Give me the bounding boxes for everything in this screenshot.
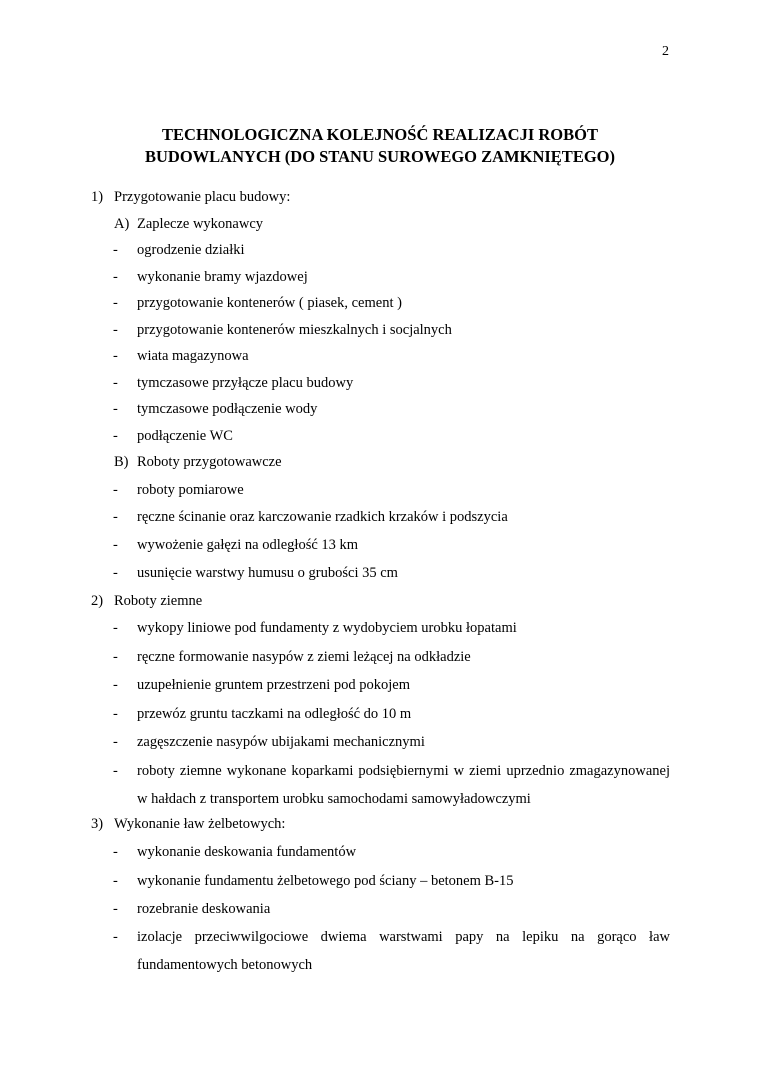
bullet-dash: - [113, 482, 118, 498]
list-item: rozebranie deskowania [137, 901, 271, 917]
subsection-heading: Roboty przygotowawcze [137, 454, 282, 470]
list-item: ręczne ścinanie oraz karczowanie rzadkich krzaków i podszycia [137, 509, 508, 525]
list-item: wywożenie gałęzi na odległość 13 km [137, 537, 359, 553]
list-item: ogrodzenie działki [137, 242, 245, 258]
page-title [90, 124, 670, 168]
bullet-dash: - [113, 269, 118, 285]
bullet-dash: - [113, 763, 118, 779]
section-number: 1) [91, 189, 104, 205]
bullet-dash: - [113, 844, 118, 860]
bullet-dash: - [113, 375, 118, 391]
bullet-dash: - [113, 401, 118, 417]
bullet-dash: - [113, 929, 118, 945]
list-item: zagęszczenie nasypów ubijakami mechanicznymi [137, 734, 425, 750]
list-item: tymczasowe podłączenie wody [137, 401, 318, 417]
bullet-dash: - [113, 565, 118, 581]
subsection-letter: A) [114, 216, 130, 232]
subsection-heading: Zaplecze wykonawcy [137, 216, 264, 232]
section-heading: Roboty ziemne [114, 593, 203, 609]
section-number: 3) [91, 816, 104, 832]
bullet-dash: - [113, 706, 118, 722]
bullet-dash: - [113, 677, 118, 693]
bullet-dash: - [113, 428, 118, 444]
list-item: przygotowanie kontenerów mieszkalnych i socjalnych [137, 322, 452, 338]
page-number: 2 [662, 44, 669, 59]
bullet-dash: - [113, 873, 118, 889]
list-item: wykonanie fundamentu żelbetowego pod ściany – betonem B-15 [137, 873, 514, 889]
subsection-letter: B) [114, 454, 129, 470]
bullet-dash: - [113, 734, 118, 750]
bullet-dash: - [113, 295, 118, 311]
bullet-dash: - [113, 348, 118, 364]
bullet-dash: - [113, 649, 118, 665]
list-item: ręczne formowanie nasypów z ziemi leżącej na odkładzie [137, 649, 471, 665]
bullet-dash: - [113, 509, 118, 525]
bullet-dash: - [113, 242, 118, 258]
list-item: wiata magazynowa [137, 348, 249, 364]
bullet-dash: - [113, 537, 118, 553]
section-heading: Wykonanie ław żelbetowych: [114, 816, 286, 832]
list-item: wykonanie deskowania fundamentów [137, 844, 357, 860]
list-item: wykopy liniowe pod fundamenty z wydobyciem urobku łopatami [137, 620, 517, 636]
title-line-1: TECHNOLOGICZNA KOLEJNOŚĆ REALIZACJI ROBÓT [162, 125, 598, 144]
list-item: podłączenie WC [137, 428, 233, 444]
list-item: usunięcie warstwy humusu o grubości 35 cm [137, 565, 398, 581]
section-heading: Przygotowanie placu budowy: [114, 189, 291, 205]
bullet-dash: - [113, 901, 118, 917]
list-item: wykonanie bramy wjazdowej [137, 269, 308, 285]
list-item: roboty ziemne wykonane koparkami podsiębiernymi w ziemi uprzednio zmagazynowanej w hałdach z transportem urobku samochodami samowyładowczymi [137, 763, 670, 807]
list-item: uzupełnienie gruntem przestrzeni pod pokojem [137, 677, 410, 693]
list-item: tymczasowe przyłącze placu budowy [137, 375, 354, 391]
list-item: przewóz gruntu taczkami na odległość do 10 m [137, 706, 412, 722]
list-item: izolacje przeciwwilgociowe dwiema warstwami papy na lepiku na gorąco ław fundamentowych betonowych [137, 929, 670, 973]
section-number: 2) [91, 593, 104, 609]
bullet-dash: - [113, 620, 118, 636]
bullet-dash: - [113, 322, 118, 338]
title-line-2: BUDOWLANYCH (DO STANU SUROWEGO ZAMKNIĘTEGO) [145, 147, 615, 166]
list-item: roboty pomiarowe [137, 482, 244, 498]
list-item: przygotowanie kontenerów ( piasek, cement ) [137, 295, 402, 311]
